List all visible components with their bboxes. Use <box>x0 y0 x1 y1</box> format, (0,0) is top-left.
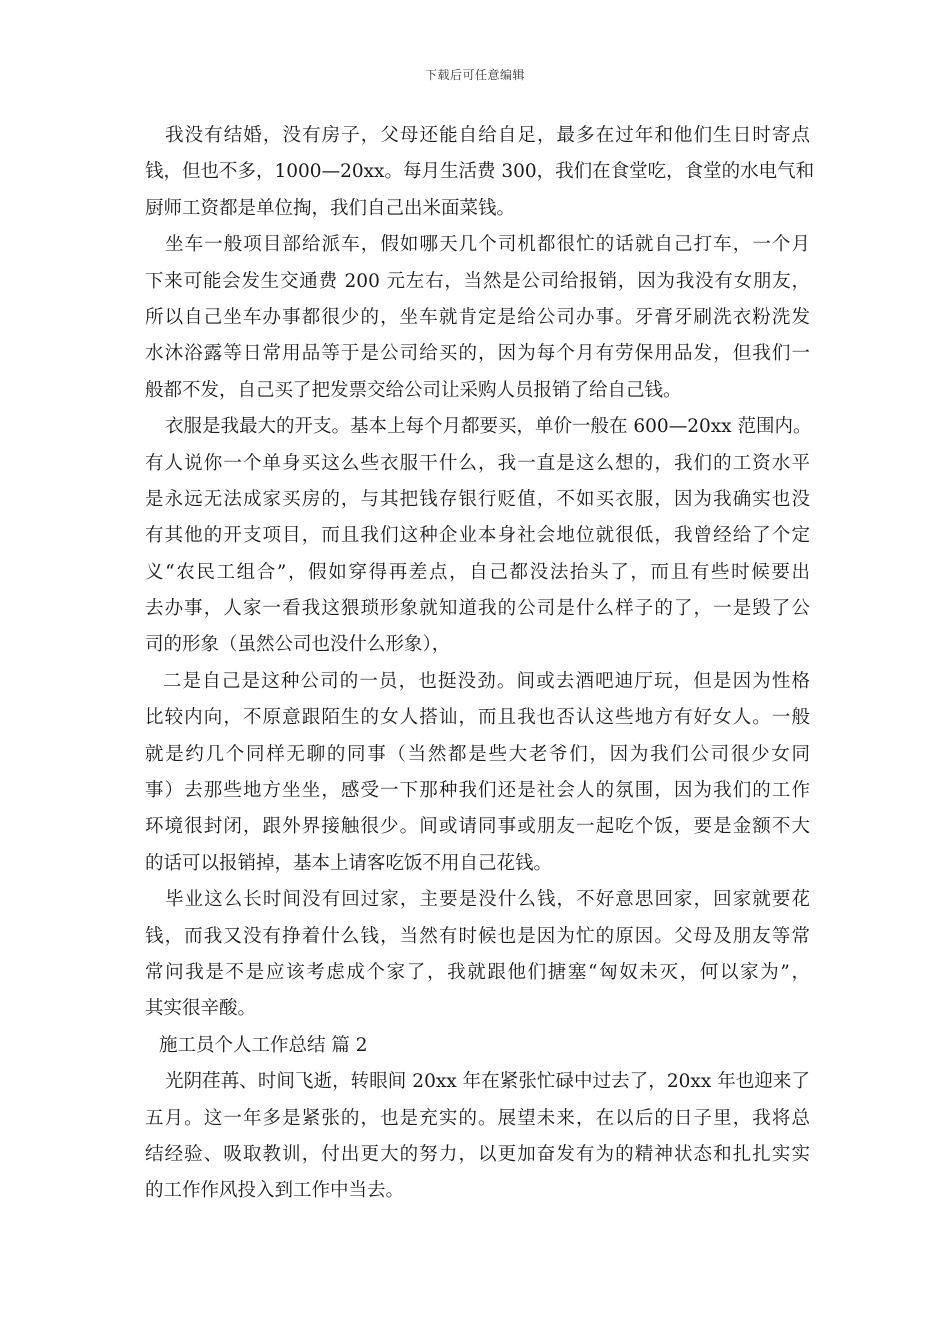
paragraph <box>145 227 810 409</box>
paragraph <box>145 664 810 882</box>
text-line: 有其他的开支项目，而且我们这种企业本身社会地位就很低，我曾经给了个定 <box>145 525 810 547</box>
text-line: 结经验、吸取教训，付出更大的努力，以更加奋发有为的精神状态和扎扎实实 <box>145 1143 810 1165</box>
text-line: 的工作作风投入到工作中当去。 <box>145 1180 405 1202</box>
text-line: 光阴荏苒、时间飞逝，转眼间 20xx 年在紧张忙碌中过去了，20xx 年也迎来了 <box>165 1071 810 1093</box>
page-header: 下载后可任意编辑 <box>424 68 525 82</box>
text-line: 就是约几个同样无聊的同事（当然都是些大老爷们，因为我们公司很少女同 <box>145 743 810 765</box>
text-line: 司的形象（虽然公司也没什么形象）， <box>145 634 451 656</box>
document-body <box>145 118 815 1210</box>
text-line: 毕业这么长时间没有回过家，主要是没什么钱，不好意思回家，回家就要花 <box>165 889 810 911</box>
text-line: 常问我是不是应该考虑成个家了，我就跟他们搪塞“匈奴未灭，何以家为”， <box>145 961 810 983</box>
text-line: 钱，但也不多，1000—20xx。每月生活费 300，我们在食堂吃，食堂的水电气和 <box>145 161 815 183</box>
text-line: 五月。这一年多是紧张的，也是充实的。展望未来，在以后的日子里，我将总 <box>145 1107 810 1129</box>
text-line: 有人说你一个单身买这么些衣服干什么，我一直是这么想的，我们的工资水平 <box>145 452 810 474</box>
text-line: 衣服是我最大的开支。基本上每个月都要买，单价一般在 600—20xx 范围内。 <box>165 416 812 438</box>
text-line: 钱，而我又没有挣着什么钱，当然有时候也是因为忙的原因。父母及朋友等常 <box>145 925 810 947</box>
text-line: 水沐浴露等日常用品等于是公司给买的，因为每个月有劳保用品发，但我们一 <box>145 343 810 365</box>
text-line: 环境很封闭，跟外界接触很少。间或请同事或朋友一起吃个饭，要是金额不大 <box>145 816 810 838</box>
paragraph <box>145 409 810 664</box>
text-line: 比较内向，不原意跟陌生的女人搭讪，而且我也否认这些地方有好女人。一般 <box>145 707 810 729</box>
paragraph <box>145 882 810 1028</box>
text-line: 厨师工资都是单位掏，我们自己出米面菜钱。 <box>145 197 516 219</box>
text-line: 二是自己是这种公司的一员，也挺没劲。间或去酒吧迪厅玩，但是因为性格 <box>163 670 810 692</box>
text-line: 的话可以报销掉，基本上请客吃饭不用自己花钱。 <box>145 852 553 874</box>
section-title: 施工员个人工作总结 篇 2 <box>159 1034 368 1056</box>
text-line: 是永远无法成家买房的，与其把钱存银行贬值，不如买衣服，因为我确实也没 <box>145 488 810 510</box>
text-line: 所以自己坐车办事都很少的，坐车就肯定是给公司办事。牙膏牙刷洗衣粉洗发 <box>145 306 810 328</box>
text-line: 义“农民工组合”，假如穿得再差点，自己都没法抬头了，而且有些时候要出 <box>145 561 810 583</box>
text-line: 去办事，人家一看我这猥琐形象就知道我的公司是什么样子的了，一是毁了公 <box>145 598 810 620</box>
text-line: 下来可能会发生交通费 200 元左右，当然是公司给报销，因为我没有女朋友， <box>145 270 810 292</box>
section-heading <box>145 1028 810 1064</box>
paragraph <box>145 118 815 227</box>
paragraph <box>145 1064 810 1210</box>
text-line: 般都不发，自己买了把发票交给公司让采购人员报销了给自己钱。 <box>145 379 682 401</box>
text-line: 事）去那些地方坐坐，感受一下那种我们还是社会人的氛围，因为我们的工作 <box>145 780 810 802</box>
text-line: 坐车一般项目部给派车，假如哪天几个司机都很忙的话就自己打车，一个月 <box>165 234 810 256</box>
text-line: 其实很辛酸。 <box>145 998 257 1020</box>
text-line: 我没有结婚，没有房子，父母还能自给自足，最多在过年和他们生日时寄点 <box>165 125 810 146</box>
